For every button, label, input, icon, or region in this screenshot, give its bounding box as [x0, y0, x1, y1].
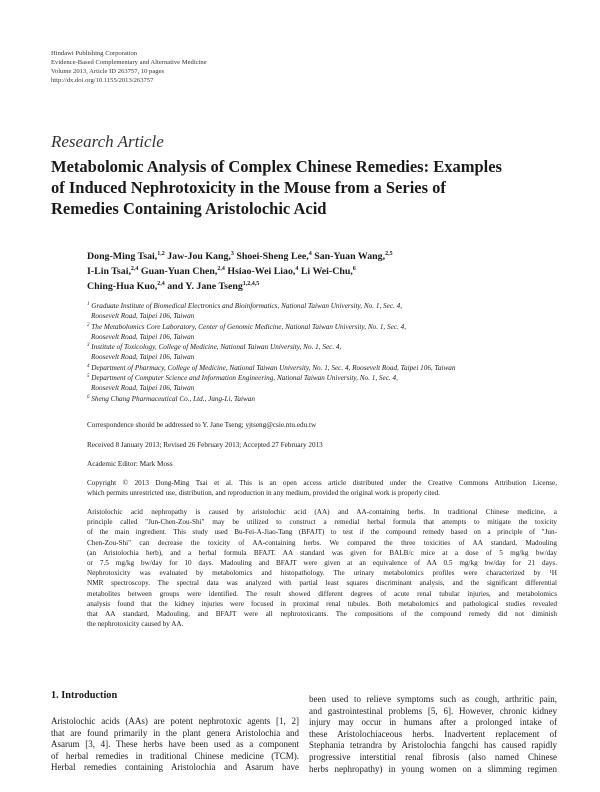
affiliation-number: 1	[87, 302, 90, 307]
affiliation-text: Department of Computer Science and Information Engineering, National Taiwan University, No. 1, Sec. 4,	[91, 374, 398, 383]
affiliation-text: Roosevelt Road, Taipei 106, Taiwan	[91, 312, 195, 321]
author-name: Li Wei-Chu,	[300, 266, 353, 277]
author-list	[87, 249, 567, 294]
author-line	[87, 279, 567, 294]
affiliation-text: Graduate Institute of Biomedical Electronics and Bioinformatics, National Taiwan University, No. 1, Sec. 4,	[91, 302, 402, 310]
body-line: herbs nephropathy) in young women on a slimming regimen	[309, 763, 557, 774]
author-line	[87, 264, 567, 279]
abstract-line: the nephrotoxicity caused by AA.	[87, 620, 184, 629]
body-line: that are found primarily in the plant genera Aristolochia and	[51, 727, 299, 738]
abstract-line: or 7.5 mg/kg bw/day for 10 days. Madouling and BFAJT were given at an equivalence of AA 0.5 mg/kg bw/day for 21 days.	[87, 559, 557, 568]
affiliation-number: 4	[87, 363, 90, 369]
affiliation-item	[87, 394, 567, 404]
abstract-line: that AA standard, Madouling, and BFAJT were all nephrotoxicants. The compositions of the compound remedy did not diminish	[87, 610, 557, 619]
author-name: Jaw-Jou Kang,	[167, 251, 231, 262]
abstract-line: analysis found that the kidney injuries were focused in proximal renal tubules. Both metabolomics and pathological studies revealed	[87, 599, 557, 608]
body-line: Herbal remedies containing Aristolochia and Asarum have	[51, 762, 299, 773]
publisher-name: Hindawi Publishing Corporation	[51, 50, 138, 57]
body-line: progressive interstitial renal fibrosis (also named Chinese	[309, 751, 557, 762]
volume-info: Volume 2013, Article ID 263757, 10 pages	[51, 68, 165, 75]
author-affil-ref: 2,4	[157, 281, 165, 287]
author-affil-ref: 1,2	[157, 251, 165, 257]
author-affil-ref: 6	[352, 266, 356, 272]
abstract-line: Nephrotoxicity was evaluated by metabolomics and histopathology. The urinary metabolomics profiles were characterized by ¹H	[87, 569, 557, 578]
body-line: Asarum [3, 4]. These herbs have been used as a component	[51, 739, 299, 750]
author-name: I-Lin Tsai,	[87, 266, 131, 277]
affiliation-item	[87, 342, 567, 363]
body-line: these Aristolochiaceous herbs. Inadvertent replacement of	[309, 728, 557, 739]
author-name: Ching-Hua Kuo,	[87, 281, 158, 292]
affiliation-number: 2	[87, 322, 90, 328]
body-line: Stephania tetrandra by Aristolochia fangchi has caused rapidly	[309, 740, 557, 751]
title-line: of Induced Nephrotoxicity in the Mouse from a Series of	[51, 178, 446, 197]
body-line: been used to relieve symptoms such as cough, arthritic pain,	[309, 694, 557, 704]
copyright-notice	[87, 478, 557, 498]
author-affil-ref: 3	[230, 251, 234, 257]
affiliation-number: 5	[87, 374, 90, 380]
section-heading-introduction: 1. Introduction	[51, 690, 118, 701]
body-line: and gastrointestinal problems [5, 6]. However, chronic kidney	[309, 705, 557, 716]
author-name: Dong-Ming Tsai,	[87, 251, 158, 262]
body-column-right	[309, 694, 557, 775]
abstract	[87, 507, 557, 629]
affiliation-text: Department of Pharmacy, College of Medicine, National Taiwan University, No. 1, Sec. 4, Roosevelt Road, Taipei 106, Taiwan	[91, 363, 456, 372]
body-line: of herbal remedies in traditional Chinese medicine (TCM).	[51, 750, 299, 761]
correspondence-line: Correspondence should be addressed to Y. Jane Tseng; yjtseng@csie.ntu.edu.tw	[87, 421, 317, 429]
affiliation-text: Institute of Toxicology, College of Medicine, National Taiwan University, No. 1, Sec. 4,	[91, 343, 342, 352]
abstract-line: of the main ingredient. This study used Bu-Fei-A-Jiao-Tang (BFAJT) to test if the compound remedy based on a principle of "Jun-	[87, 528, 557, 537]
copyright-line: which permits unrestricted use, distribution, and reproduction in any medium, provided the original work is properly cited.	[87, 489, 440, 497]
affiliation-item	[87, 363, 567, 373]
affiliation-number: 3	[87, 343, 90, 349]
abstract-line: principle called "Jun-Chen-Zou-Shi" may be utilized to construct a remedial herbal formula that attempts to mitigate the toxicity	[87, 518, 557, 527]
author-affil-ref: 2,4	[217, 266, 225, 272]
abstract-line: Aristolochic acid nephropathy is caused by aristolochic acid (AA) and AA-containing herbs. In traditional Chinese medicine, a	[87, 508, 557, 516]
copyright-line: Copyright © 2013 Dong-Ming Tsai et al. This is an open access article distributed under the Creative Commons Attribution License,	[87, 479, 557, 487]
article-title	[51, 156, 571, 219]
article-type: Research Article	[51, 132, 164, 151]
title-line: Remedies Containing Aristolochic Acid	[51, 199, 327, 218]
author-name: and Y. Jane Tseng	[167, 281, 243, 292]
affiliation-item	[87, 301, 567, 322]
abstract-line: Chen-Zou-Shi" can decrease the toxicity of AA-containing herbs. We compared the three toxicities of AA standard, Madouling	[87, 538, 557, 547]
body-line: Aristolochic acids (AAs) are potent nephrotoxic agents [1, 2]	[51, 716, 299, 726]
author-line	[87, 249, 567, 264]
author-affil-ref: 2,4	[130, 266, 139, 272]
abstract-line: (an Aristolochia herb), and a herbal formula BFAJT. AA standard was given for BALB/c mice at a dose of 5 mg/kg bw/day	[87, 548, 557, 557]
dates-line: Received 8 January 2013; Revised 26 February 2013; Accepted 27 February 2013	[87, 441, 323, 449]
author-name: Shoei-Sheng Lee,	[236, 251, 309, 262]
affiliation-item	[87, 322, 567, 343]
author-name: San-Yuan Wang,	[314, 251, 386, 262]
academic-editor: Academic Editor: Mark Moss	[87, 460, 173, 468]
affiliation-list	[87, 301, 567, 404]
affiliation-item	[87, 373, 567, 394]
title-line: Metabolomic Analysis of Complex Chinese Remedies: Examples	[51, 157, 502, 176]
abstract-line: metabolites between groups were identified. The result showed different degrees of acute renal tubular injuries, and metabolomics	[87, 589, 557, 598]
affiliation-number: 6	[87, 394, 90, 400]
author-affil-ref: 4	[295, 266, 299, 272]
doi-link[interactable]: http://dx.doi.org/10.1155/2013/263757	[51, 77, 154, 84]
body-column-left	[51, 716, 299, 774]
author-name: Hsiao-Wei Liao,	[227, 266, 296, 277]
affiliation-text: Roosevelt Road, Taipei 106, Taiwan	[91, 353, 195, 362]
affiliation-text: The Metabolomics Core Laboratory, Center of Genomic Medicine, National Taiwan University, No. 1, Sec. 4,	[91, 322, 406, 331]
journal-header	[51, 49, 207, 85]
body-line: injury may occur in humans after a prolonged intake of	[309, 717, 557, 728]
author-name: Guan-Yuan Chen,	[140, 266, 218, 277]
author-affil-ref: 1,2,4,5	[242, 281, 260, 287]
affiliation-text: Roosevelt Road, Taipei 106, Taiwan	[91, 384, 195, 393]
abstract-line: NMR spectroscopy. The spectral data was analyzed with partial least squares discriminant analysis, and the significant differential	[87, 579, 557, 588]
author-affil-ref: 4	[308, 251, 312, 257]
affiliation-text: Roosevelt Road, Taipei 106, Taiwan	[91, 332, 195, 341]
author-affil-ref: 2,5	[385, 251, 393, 257]
affiliation-text: Sheng Chang Pharmaceutical Co., Ltd., Jung-Li, Taiwan	[91, 394, 255, 403]
journal-name: Evidence-Based Complementary and Alternative Medicine	[51, 59, 207, 66]
